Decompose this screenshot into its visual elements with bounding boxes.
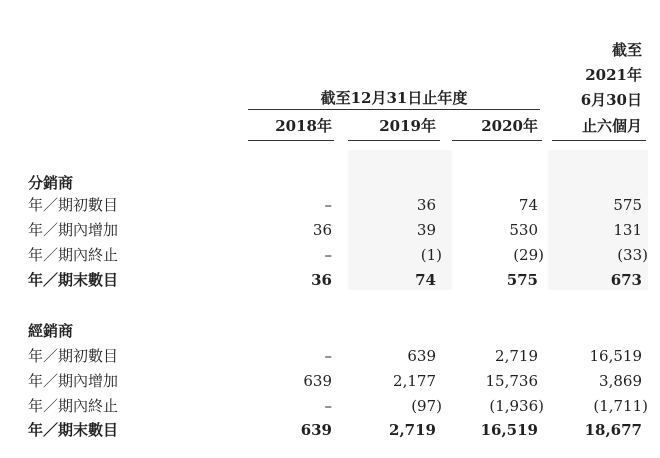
row-label: 年／期初數目 <box>28 196 119 214</box>
header-span-rule <box>248 109 540 110</box>
header-col4-line1: 截至 <box>611 41 642 59</box>
header-underline-2018 <box>248 140 334 141</box>
section-title: 經銷商 <box>28 322 74 340</box>
header-col4-line3: 6月30日 <box>580 91 642 109</box>
cell-2020: (29) <box>513 246 544 264</box>
cell-2019: 36 <box>416 196 436 214</box>
cell-2019: (97) <box>411 397 442 415</box>
column-shade <box>548 150 648 290</box>
row-label: 年／期內增加 <box>28 221 119 239</box>
cell-2018: – <box>324 196 332 214</box>
row-label: 年／期內終止 <box>28 246 119 264</box>
column-shade <box>348 150 452 290</box>
cell-2018: 639 <box>300 421 332 439</box>
cell-2021h1: 131 <box>613 221 642 239</box>
header-col4-line4: 止六個月 <box>581 117 642 135</box>
cell-2019: 2,177 <box>393 372 436 390</box>
header-underline-period <box>552 140 646 141</box>
cell-2021h1: (33) <box>617 246 648 264</box>
header-year-2019: 2019年 <box>379 117 436 135</box>
section-title: 分銷商 <box>28 174 74 192</box>
cell-2020: 74 <box>518 196 538 214</box>
cell-2021h1: 673 <box>610 271 642 289</box>
row-label-total: 年／期末數目 <box>28 421 119 439</box>
cell-2020: 16,519 <box>480 421 538 439</box>
header-underline-2019 <box>348 140 440 141</box>
cell-2019: 2,719 <box>389 421 436 439</box>
row-label: 年／期內終止 <box>28 397 119 415</box>
cell-2019: 639 <box>407 347 436 365</box>
header-year-2020: 2020年 <box>481 117 538 135</box>
cell-2019: 74 <box>415 271 436 289</box>
cell-2020: 530 <box>509 221 538 239</box>
cell-2020: 575 <box>506 271 538 289</box>
cell-2020: 15,736 <box>485 372 538 390</box>
cell-2020: (1,936) <box>489 397 544 415</box>
cell-2021h1: 575 <box>613 196 642 214</box>
row-label-total: 年／期末數目 <box>28 271 119 289</box>
cell-2021h1: (1,711) <box>593 397 648 415</box>
cell-2018: 36 <box>312 221 332 239</box>
cell-2019: 39 <box>416 221 436 239</box>
cell-2018: – <box>324 397 332 415</box>
cell-2018: 639 <box>303 372 332 390</box>
cell-2021h1: 16,519 <box>589 347 642 365</box>
cell-2020: 2,719 <box>495 347 538 365</box>
cell-2018: 36 <box>311 271 332 289</box>
row-label: 年／期內增加 <box>28 372 119 390</box>
cell-2021h1: 18,677 <box>584 421 642 439</box>
cell-2019: (1) <box>420 246 442 264</box>
header-underline-2020 <box>452 140 542 141</box>
cell-2018: – <box>324 347 332 365</box>
header-col4-line2: 2021年 <box>585 66 642 84</box>
row-label: 年／期初數目 <box>28 347 119 365</box>
cell-2018: – <box>324 246 332 264</box>
header-year-2018: 2018年 <box>275 117 332 135</box>
header-span-label: 截至12月31日止年度 <box>320 89 468 107</box>
cell-2021h1: 3,869 <box>599 372 642 390</box>
